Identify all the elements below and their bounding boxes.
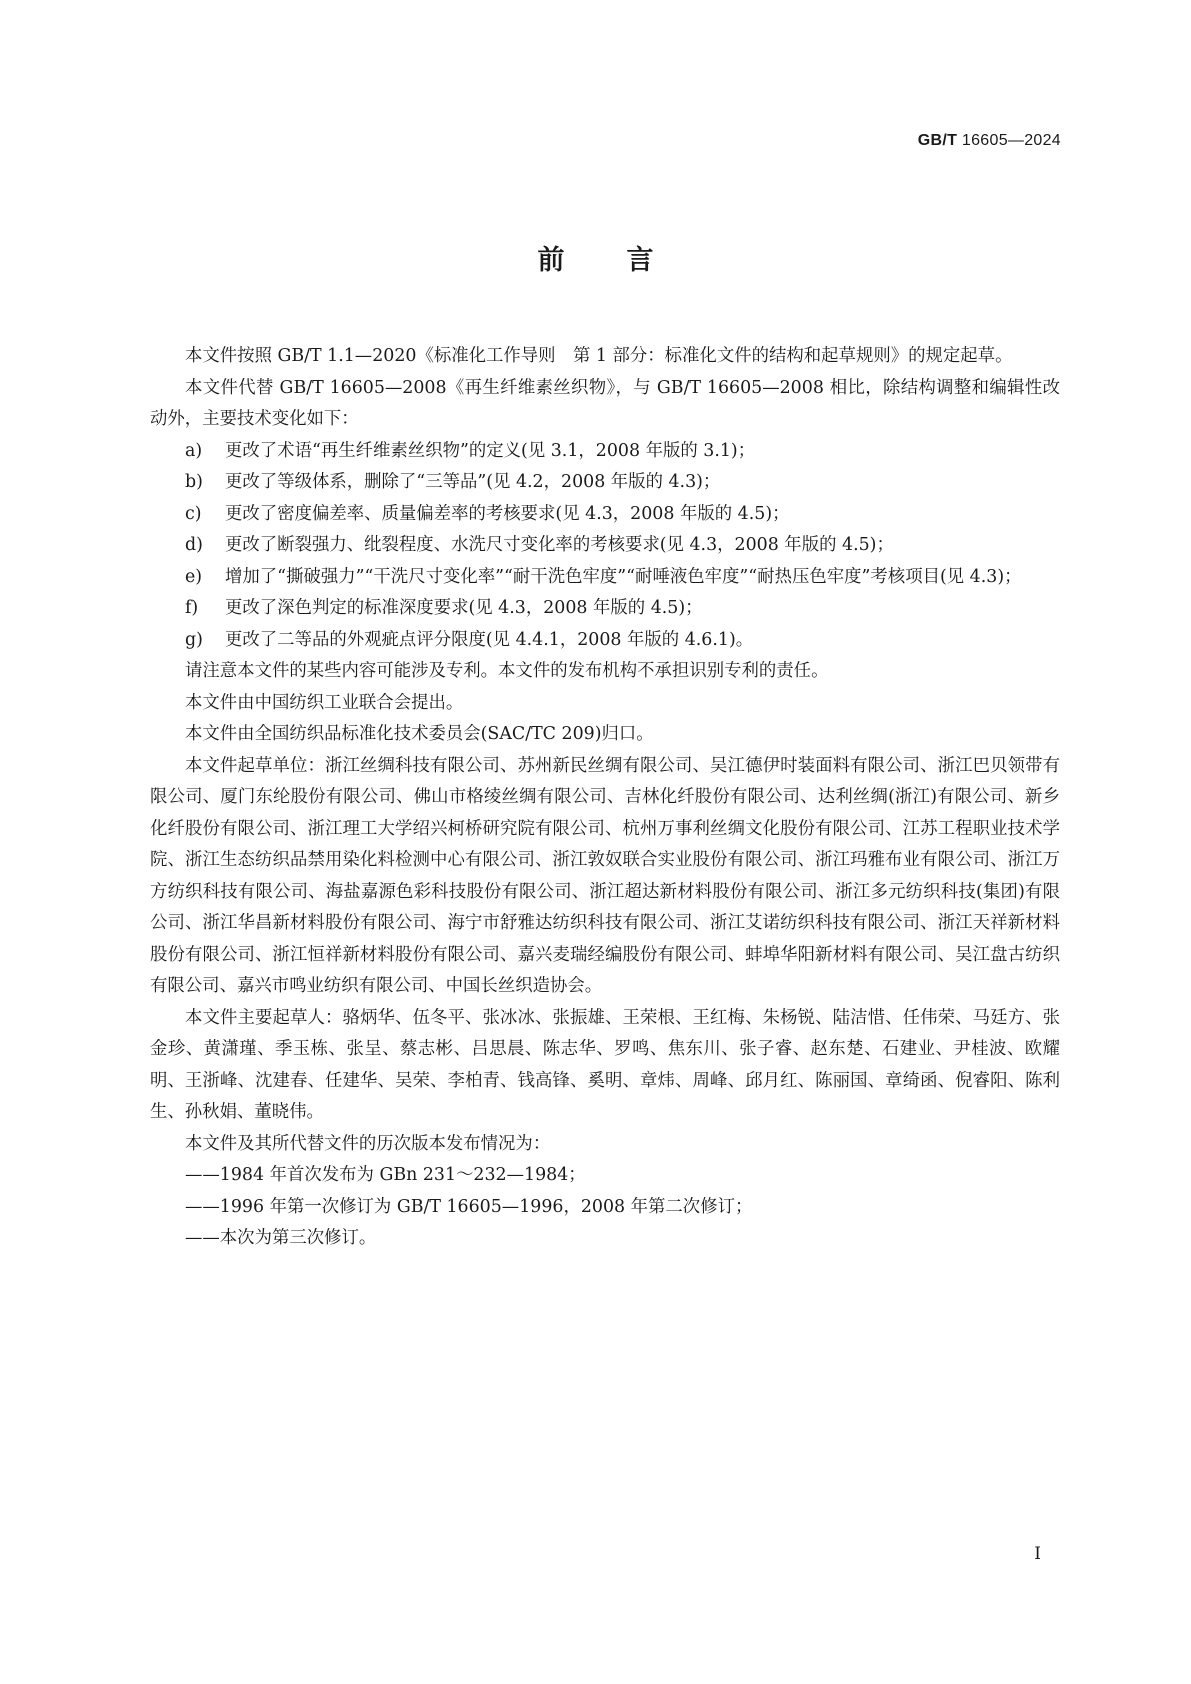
history-item: ——1996 年第一次修订为 GB/T 16605—1996，2008 年第二次修订； bbox=[185, 1196, 753, 1217]
change-item bbox=[150, 436, 1060, 468]
change-marker: e) bbox=[185, 566, 203, 587]
main-drafters: 本文件主要起草人：骆炳华、伍冬平、张冰冰、张振雄、王荣根、王红梅、朱杨锐、陆洁惜、任伟荣、马廷方、张金珍、黄潇瑾、季玉栋、张呈、蔡志彬、吕思晨、陈志华、罗鸣、焦东川、张子睿、赵东楚、石建业、尹桂波、欧耀明、王浙峰、沈建春、任建华、吴荣、李柏青、钱高锋、奚明、章炜、周峰、邱月红、陈丽国、章绮函、倪睿阳、陈利生、孙秋娟、董晓伟。 bbox=[150, 1007, 1060, 1122]
standard-code bbox=[918, 132, 1061, 150]
change-text: 更改了二等品的外观疵点评分限度(见 4.4.1，2008 年版的 4.6.1)。 bbox=[225, 629, 754, 650]
history-list bbox=[150, 1160, 1060, 1255]
change-marker: g) bbox=[185, 629, 203, 650]
change-item bbox=[150, 625, 1060, 657]
changes-list bbox=[150, 436, 1060, 657]
change-marker: a) bbox=[185, 440, 203, 461]
history-item: ——本次为第三次修订。 bbox=[185, 1228, 377, 1248]
change-item bbox=[150, 530, 1060, 562]
change-item bbox=[150, 499, 1060, 531]
drafting-rule-paragraph: 本文件按照 GB/T 1.1—2020《标准化工作导则 第 1 部分：标准化文件的结构和起草规则》的规定起草。 bbox=[185, 346, 1013, 366]
replacement-paragraph: 本文件代替 GB/T 16605—2008《再生纤维素丝织物》，与 GB/T 16605—2008 相比，除结构调整和编辑性改动外，主要技术变化如下： bbox=[150, 377, 1060, 429]
change-marker: d) bbox=[185, 535, 203, 555]
change-text: 更改了断裂强力、纰裂程度、水洗尺寸变化率的考核要求(见 4.3，2008 年版的 4.5)； bbox=[225, 535, 894, 555]
change-item bbox=[150, 467, 1060, 499]
change-item bbox=[150, 593, 1060, 625]
drafting-units: 本文件起草单位：浙江丝绸科技有限公司、苏州新民丝绸有限公司、吴江德伊时装面料有限公司、浙江巴贝领带有限公司、厦门东纶股份有限公司、佛山市格绫丝绸有限公司、吉林化纤股份有限公司、达利丝绸(浙江)有限公司、新乡化纤股份有限公司、浙江理工大学绍兴柯桥研究院有限公司、杭州万事利丝绸文化股份有限公司、江苏工程职业技术学院、浙江生态纺织品禁用染化料检测中心有限公司、浙江敦奴联合实业股份有限公司、浙江玛雅布业有限公司、浙江万方纺织科技有限公司、海盐嘉源色彩科技股份有限公司、浙江超达新材料股份有限公司、浙江多元纺织科技(集团)有限公司、浙江华昌新材料股份有限公司、海宁市舒雅达纺织科技有限公司、浙江艾诺纺织科技有限公司、浙江天祥新材料股份有限公司、浙江恒祥新材料股份有限公司、嘉兴麦瑞经编股份有限公司、蚌埠华阳新材料有限公司、吴江盘古纺织有限公司、嘉兴市鸣业纺织有限公司、中国长丝织造协会。 bbox=[150, 755, 1060, 996]
patent-notice: 请注意本文件的某些内容可能涉及专利。本文件的发布机构不承担识别专利的责任。 bbox=[185, 661, 829, 681]
change-text: 更改了密度偏差率、质量偏差率的考核要求(见 4.3，2008 年版的 4.5)； bbox=[225, 503, 790, 524]
change-text: 更改了术语“再生纤维素丝织物”的定义(见 3.1，2008 年版的 3.1)； bbox=[225, 440, 756, 461]
change-marker: b) bbox=[185, 472, 203, 492]
standard-code-number: 16605—2024 bbox=[961, 132, 1061, 149]
proposer-statement: 本文件由中国纺织工业联合会提出。 bbox=[185, 692, 464, 713]
history-intro: 本文件及其所代替文件的历次版本发布情况为： bbox=[185, 1133, 551, 1154]
change-item bbox=[150, 562, 1060, 594]
change-text: 增加了“撕破强力”“干洗尺寸变化率”“耐干洗色牢度”“耐唾液色牢度”“耐热压色牢度”考核项目(见 4.3)； bbox=[225, 566, 1022, 587]
page-title: 前言 bbox=[537, 245, 716, 276]
page-number: I bbox=[1034, 1544, 1041, 1564]
change-text: 更改了等级体系，删除了“三等品”(见 4.2，2008 年版的 4.3)； bbox=[225, 472, 721, 492]
change-text: 更改了深色判定的标准深度要求(见 4.3，2008 年版的 4.5)； bbox=[225, 598, 703, 618]
change-marker: f) bbox=[185, 598, 199, 618]
change-marker: c) bbox=[185, 503, 202, 524]
history-item: ——1984 年首次发布为 GBn 231～232—1984； bbox=[185, 1165, 586, 1185]
preface-body bbox=[150, 341, 1060, 1255]
standard-code-prefix: GB/T bbox=[917, 132, 958, 149]
centralized-statement: 本文件由全国纺织品标准化技术委员会(SAC/TC 209)归口。 bbox=[185, 724, 654, 744]
